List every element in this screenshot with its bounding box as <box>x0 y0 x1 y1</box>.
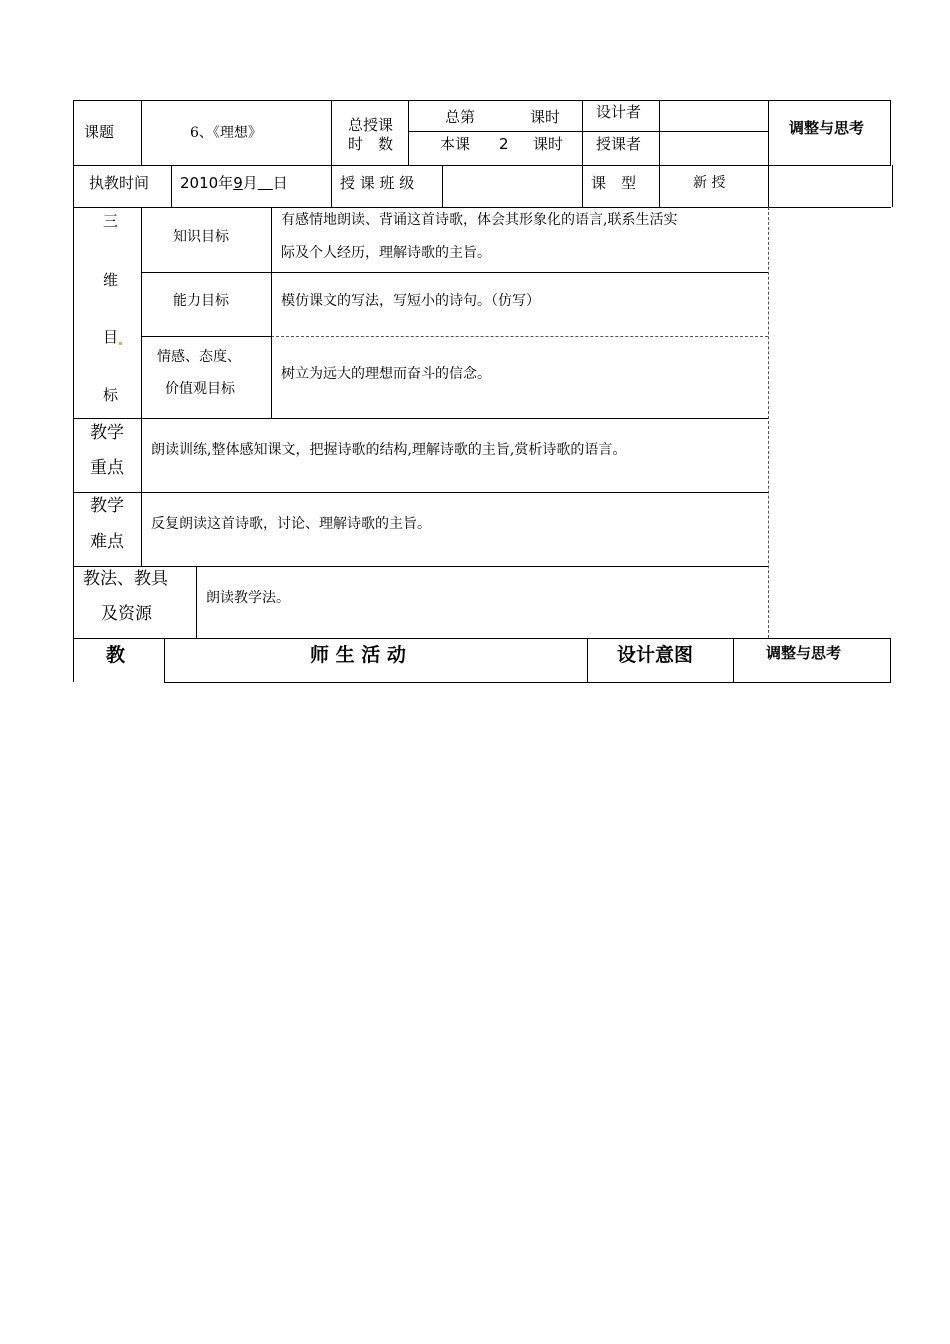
emotion-label-line1: 情感、态度、 <box>157 349 241 365</box>
small-dot-mark <box>119 342 122 345</box>
emotion-text: 树立为远大的理想而奋斗的信念。 <box>281 366 491 382</box>
designer-label: 设计者 <box>596 103 642 121</box>
ability-label: 能力目标 <box>173 293 229 309</box>
class-label: 授 课 班 级 <box>340 174 415 192</box>
this-lesson-prefix: 本课 <box>440 135 471 153</box>
total-hours-label-line2: 时 数 <box>348 135 394 153</box>
bottom-col-design-intent: 设计意图 <box>617 644 694 666</box>
emotion-label-line2: 价值观目标 <box>165 381 235 397</box>
knowledge-label: 知识目标 <box>173 229 229 245</box>
type-label: 课 型 <box>591 174 637 192</box>
total-suffix: 课时 <box>530 108 561 126</box>
topic-value: 6、《理想》 <box>190 125 262 141</box>
teaching-date: 2010年9月 日 <box>180 174 288 192</box>
focus-label-line1: 教学 <box>90 423 124 443</box>
difficulty-label-line2: 难点 <box>90 532 124 552</box>
objectives-side-char-4: 标 <box>103 386 119 404</box>
teacher-label: 授课者 <box>596 135 642 153</box>
ability-text: 模仿课文的写法，写短小的诗句。（仿写） <box>281 293 540 309</box>
time-label: 执教时间 <box>89 174 150 192</box>
type-value: 新 授 <box>693 175 726 191</box>
bottom-col-adjust: 调整与思考 <box>766 644 842 662</box>
methods-label-line1: 教法、教具 <box>83 569 168 589</box>
this-lesson-suffix: 课时 <box>533 135 564 153</box>
knowledge-text-line1: 有感情地朗读、背诵这首诗歌，体会其形象化的语言,联系生活实 <box>281 212 678 228</box>
total-hours-label-line1: 总授课 <box>348 116 394 134</box>
knowledge-text-line2: 际及个人经历，理解诗歌的主旨。 <box>281 245 491 261</box>
difficulty-text: 反复朗读这首诗歌，讨论、理解诗歌的主旨。 <box>151 516 431 532</box>
bottom-col-activities: 师 生 活 动 <box>310 644 406 666</box>
total-prefix: 总第 <box>445 108 476 126</box>
difficulty-label-line1: 教学 <box>90 496 124 516</box>
focus-text: 朗读训练,整体感知课文，把握诗歌的结构,理解诗歌的主旨,赏析诗歌的语言。 <box>151 442 627 458</box>
methods-label-line2: 及资源 <box>101 604 152 624</box>
focus-label-line2: 重点 <box>90 458 124 478</box>
methods-text: 朗读教学法。 <box>206 590 290 606</box>
objectives-side-char-3: 目 <box>103 328 119 346</box>
this-lesson-value: 2 <box>499 135 509 153</box>
bottom-col-teaching: 教 <box>106 644 126 666</box>
adjust-header-label: 调整与思考 <box>789 119 865 137</box>
objectives-side-char-1: 三 <box>103 212 119 230</box>
objectives-side-char-2: 维 <box>103 271 119 289</box>
topic-label: 课题 <box>84 123 115 141</box>
